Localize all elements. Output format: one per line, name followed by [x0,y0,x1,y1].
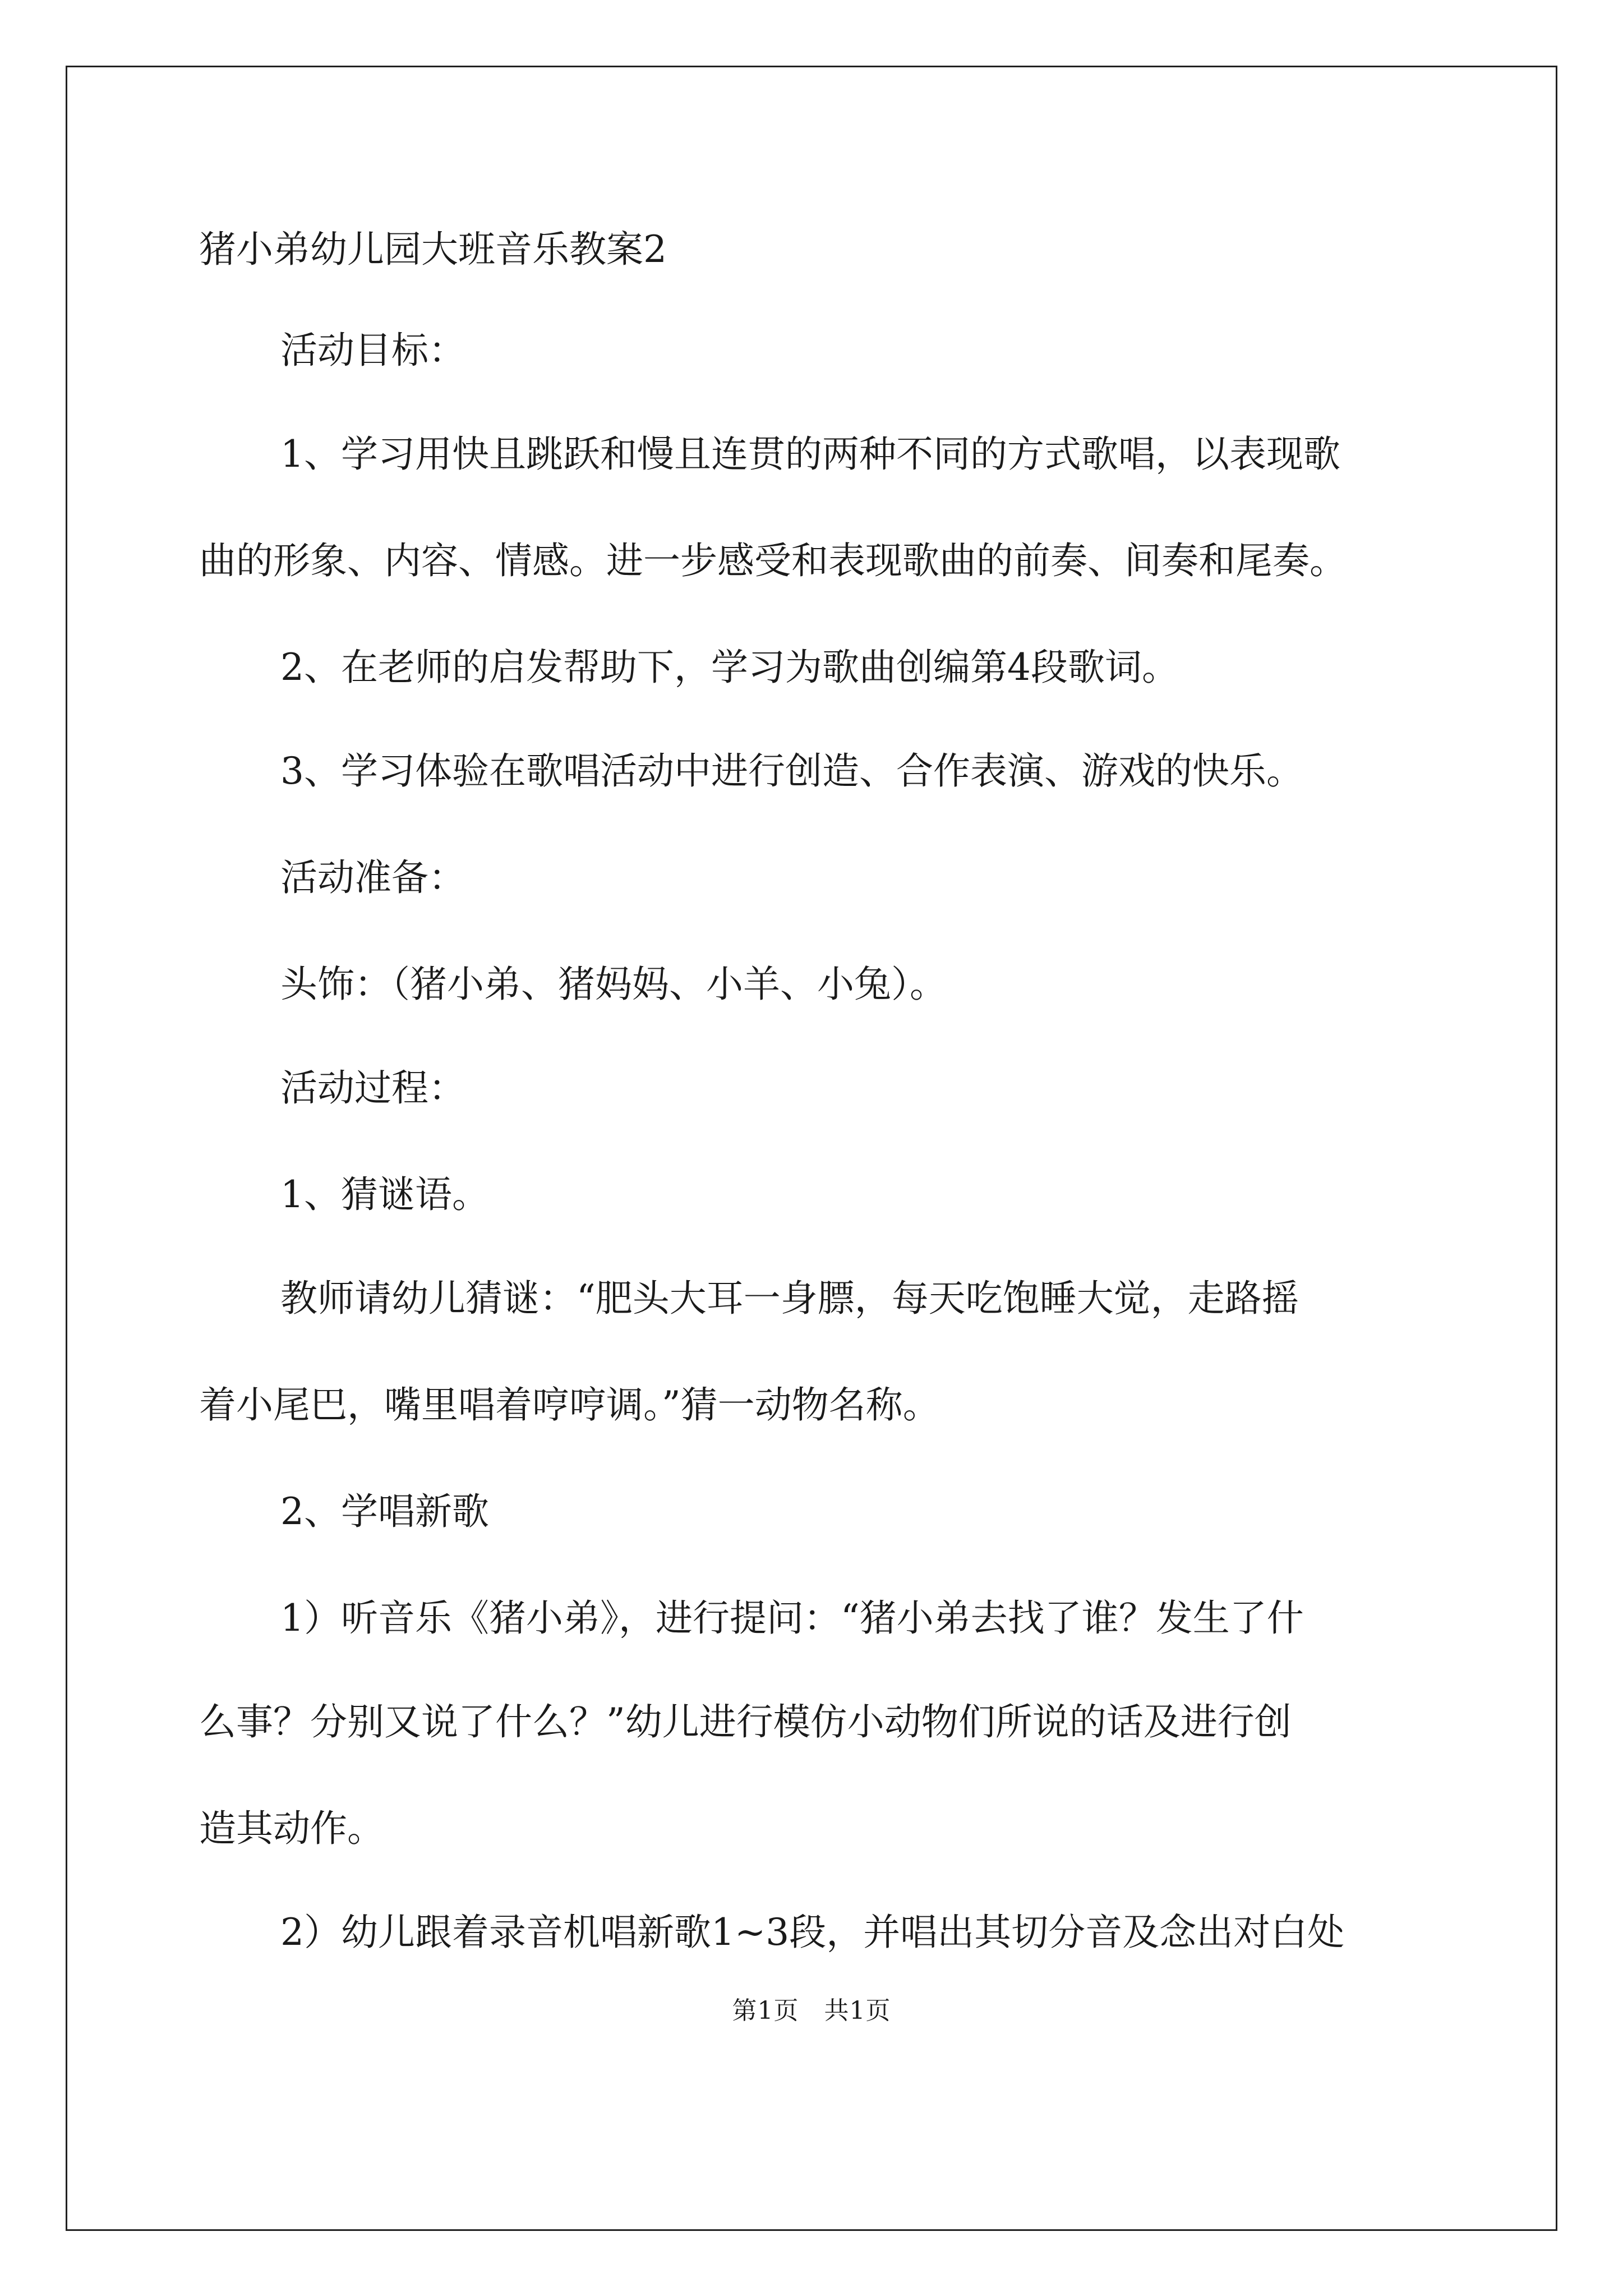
section-heading-process: 活动过程： [280,1066,465,1110]
paragraph-line: 2、学唱新歌 [280,1490,489,1533]
paragraph-line: 1）听音乐《猪小弟》，进行提问：“猪小弟去找了谁？发生了什 [280,1596,1304,1640]
paragraph-line: 曲的形象、内容、情感。进一步感受和表现歌曲的前奏、间奏和尾奏。 [199,539,1347,582]
paragraph-line: 2、在老师的启发帮助下，学习为歌曲创编第4段歌词。 [280,646,1179,689]
paragraph-line: 头饰：（猪小弟、猪妈妈、小羊、小兔）。 [280,963,947,1006]
paragraph-line: 着小尾巴，嘴里唱着哼哼调。”猜一动物名称。 [199,1383,940,1427]
paragraph-line: 造其动作。 [199,1807,384,1850]
paragraph-line: 么事？分别又说了什么？”幼儿进行模仿小动物们所说的话及进行创 [199,1700,1292,1743]
paragraph-line: 1、猜谜语。 [280,1173,489,1216]
document-title: 猪小弟幼儿园大班音乐教案2 [199,228,667,271]
page-frame [66,66,1557,2231]
paragraph-line: 2）幼儿跟着录音机唱新歌1~3段，并唱出其切分音及念出对白处 [280,1911,1345,1954]
section-heading-preparation: 活动准备： [280,856,465,899]
page-footer: 第1页 共1页 [732,1996,891,2025]
paragraph-line: 1、学习用快且跳跃和慢且连贯的两种不同的方式歌唱，以表现歌 [280,432,1340,476]
paragraph-line: 3、学习体验在歌唱活动中进行创造、合作表演、游戏的快乐。 [280,749,1303,793]
section-heading-goals: 活动目标： [280,329,465,372]
paragraph-line: 教师请幼儿猜谜：“肥头大耳一身膘，每天吃饱睡大觉，走路摇 [280,1277,1299,1320]
